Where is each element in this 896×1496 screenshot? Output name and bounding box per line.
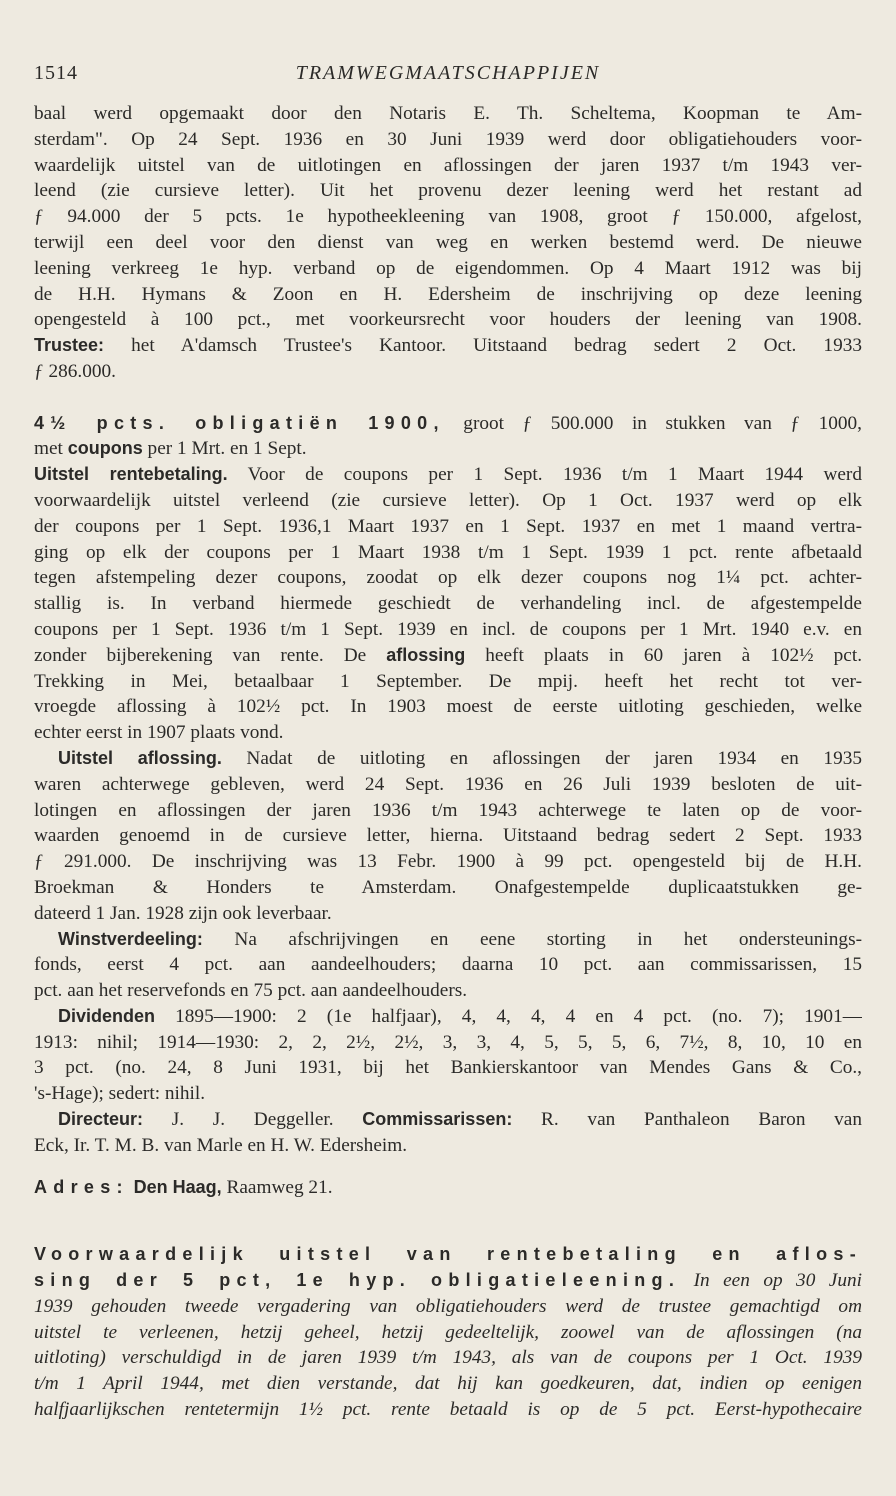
paragraph-gap	[34, 1159, 862, 1175]
text-line	[34, 746, 862, 772]
text-run: fonds, eerst 4 pct. aan aandeelhouders; daarna 10 pct. aan commissarissen, 15	[34, 954, 862, 976]
text-line	[34, 772, 862, 798]
text-run: leening verkreeg 1e hyp. verband op de eigendommen. Op 4 Maart 1912 was bij	[34, 257, 862, 279]
paragraph-gap	[34, 1226, 862, 1242]
bold-run: Directeur:	[58, 1109, 144, 1130]
italic-run: t/m 1 April 1944, met dien verstande, dat hij kan goedkeuren, dat, indien op eenigen	[34, 1373, 862, 1395]
text-line	[34, 101, 862, 127]
text-line	[34, 282, 862, 308]
text-line	[34, 1320, 862, 1346]
text-run: 3 pct. (no. 24, 8 Juni 1931, bij het Bankierskantoor van Mendes Gans & Co.,	[34, 1057, 862, 1079]
text-line	[34, 1268, 862, 1294]
text-run: Nadat de uitloting en aflossingen der jaren 1934 en 1935	[221, 747, 862, 769]
text-run: echter eerst in 1907 plaats vond.	[34, 722, 284, 744]
spaced-heading-run: sing der 5 pct, 1e hyp. obligatieleening.	[34, 1270, 681, 1291]
text-line	[34, 1242, 862, 1268]
text-line	[34, 256, 862, 282]
text-run: baal werd opgemaakt door den Notaris E. Th. Scheltema, Koopman te Am-	[34, 103, 862, 124]
text-line	[34, 488, 862, 514]
text-run: opengesteld à 100 pct., met voorkeursrecht voor houders der leening van 1908.	[34, 309, 862, 331]
text-line	[34, 617, 862, 643]
text-line	[34, 952, 862, 978]
text-line	[34, 875, 862, 901]
text-line	[34, 307, 862, 333]
italic-run: halfjaarlijkschen rentetermijn 1½ pct. rente betaald is op de 5 pct. Eerst-hypothecaire	[34, 1399, 862, 1421]
italic-run: uitloting) verschuldigd in de jaren 1939 t/m 1943, als van de coupons per 1 Oct. 1939	[34, 1347, 862, 1369]
text-line	[34, 720, 862, 746]
text-line	[34, 1030, 862, 1056]
text-line	[34, 153, 862, 179]
text-run	[680, 1270, 693, 1291]
bold-run: Commissarissen:	[362, 1109, 513, 1130]
page-number: 1514	[34, 62, 78, 84]
page-body	[34, 101, 862, 1423]
text-run: 1895—1900: 2 (1e halfjaar), 4, 4, 4, 4 en 4 pct. (no. 7); 1901—	[155, 1005, 862, 1027]
page-header	[34, 62, 862, 90]
text-line	[34, 1371, 862, 1397]
bold-run: Uitstel aflossing.	[58, 747, 222, 768]
text-run: tegen afstempeling dezer coupons, zoodat op elk dezer coupons nog 1¼ pct. achter-	[34, 567, 862, 589]
text-run: 's-Hage); sedert: nihil.	[34, 1083, 206, 1105]
spaced-heading-run: 4½ pcts. obligatiën 1900,	[34, 412, 445, 433]
text-line	[34, 411, 862, 437]
text-line	[34, 694, 862, 720]
text-run: Broekman & Honders te Amsterdam. Onafgestempelde duplicaatstukken ge-	[34, 876, 862, 898]
text-run: 1913: nihil; 1914—1930: 2, 2, 2½, 2½, 3, 3, 4, 5, 5, 5, 6, 7½, 8, 10, 10 en	[34, 1031, 862, 1053]
text-run: met	[34, 438, 68, 460]
text-line	[34, 591, 862, 617]
text-run: Voor de coupons per 1 Sept. 1936 t/m 1 Maart 1944 werd	[227, 464, 862, 486]
text-run: vroegde aflossing à 102½ pct. In 1903 moest de eerste uitloting geschieden, welke	[34, 696, 862, 718]
text-line	[34, 540, 862, 566]
text-line	[34, 230, 862, 256]
text-line	[34, 204, 862, 230]
text-line	[34, 669, 862, 695]
text-run: coupons per 1 Sept. 1936 t/m 1 Sept. 1939 en incl. de coupons per 1 Mrt. 1940 e.v. en	[34, 618, 862, 640]
text-run: ging op elk der coupons per 1 Maart 1938 t/m 1 Sept. 1939 1 pct. rente afbetaald	[34, 541, 862, 563]
text-run: groot ƒ 500.000 in stukken van ƒ 1000,	[444, 412, 862, 434]
text-run: leend (zie cursieve letter). Uit het provenu dezer leening werd het restant ad	[34, 180, 862, 202]
paragraph-gap	[34, 385, 862, 411]
text-line	[34, 1397, 862, 1423]
text-line	[34, 436, 862, 462]
text-line	[34, 901, 862, 927]
text-run: ƒ 291.000. De inschrijving was 13 Febr. 1900 à 99 pct. opengesteld bij de H.H.	[34, 851, 862, 873]
text-line	[34, 1294, 862, 1320]
spaced-heading-run: Adres:	[34, 1176, 129, 1197]
bold-run: Trustee:	[34, 335, 105, 356]
text-line	[34, 849, 862, 875]
text-line	[34, 1345, 862, 1371]
text-line	[34, 127, 862, 153]
text-run: stallig is. In verband hiermede geschiedt de verhandeling incl. de afgestempelde	[34, 593, 862, 615]
text-run: pct. aan het reservefonds en 75 pct. aan aandeelhouders.	[34, 980, 468, 1002]
text-line	[34, 514, 862, 540]
text-run: ƒ 286.000.	[34, 360, 116, 382]
running-title: TRAMWEGMAATSCHAPPIJEN	[295, 62, 601, 84]
text-run: Eck, Ir. T. M. B. van Marle en H. W. Edersheim.	[34, 1134, 408, 1156]
spaced-heading-run: Voorwaardelijk uitstel van rentebetaling en aflos-	[34, 1244, 862, 1265]
italic-run: In een op 30 Juni	[693, 1270, 862, 1292]
text-line	[34, 333, 862, 359]
bold-run: Dividenden	[58, 1005, 156, 1026]
text-run: dateerd 1 Jan. 1928 zijn ook leverbaar.	[34, 902, 332, 924]
text-line	[34, 823, 862, 849]
text-line	[34, 927, 862, 953]
text-run: Na afschrijvingen en eene storting in het ondersteunings-	[202, 928, 862, 950]
text-run: voorwaardelijk uitstel verleend (zie cursieve letter). Op 1 Oct. 1937 werd op elk	[34, 489, 862, 511]
text-line	[34, 359, 862, 385]
text-run: Raamweg 21.	[221, 1176, 333, 1198]
text-line	[34, 462, 862, 488]
text-run: R. van Panthaleon Baron van	[512, 1109, 862, 1131]
text-run: per 1 Mrt. en 1 Sept.	[142, 438, 307, 460]
text-run: heeft plaats in 60 jaren à 102½ pct.	[465, 644, 862, 666]
text-line	[34, 1004, 862, 1030]
text-line	[34, 1107, 862, 1133]
text-line	[34, 978, 862, 1004]
text-line	[34, 1175, 862, 1201]
text-run: waren achterwege gebleven, werd 24 Sept. 1936 en 26 Juli 1939 besloten de uit-	[34, 773, 862, 795]
text-run: waarden genoemd in de cursieve letter, hierna. Uitstaand bedrag sedert 2 Sept. 1933	[34, 825, 862, 847]
text-line	[34, 1133, 862, 1159]
text-run: Trekking in Mei, betaalbaar 1 September. De mpij. heeft het recht tot ver-	[34, 670, 862, 692]
bold-run: coupons	[67, 438, 143, 459]
text-run: de H.H. Hymans & Zoon en H. Edersheim de inschrijving op deze leening	[34, 283, 862, 305]
text-run: lotingen en aflossingen der jaren 1936 t/m 1943 achterwege te laten op de voor-	[34, 799, 862, 821]
text-run: het A'damsch Trustee's Kantoor. Uitstaand bedrag sedert 2 Oct. 1933	[104, 335, 862, 357]
text-line	[34, 178, 862, 204]
paragraph-gap	[34, 1200, 862, 1226]
text-line	[34, 1055, 862, 1081]
text-run: terwijl een deel voor den dienst van weg en werken bestemd werd. De nieuwe	[34, 231, 862, 253]
text-line	[34, 798, 862, 824]
bold-run: Winstverdeeling:	[58, 928, 203, 949]
italic-run: uitstel te verleenen, hetzij geheel, hetzij gedeeltelijk, zoowel van de aflossingen (na	[34, 1321, 862, 1343]
text-line	[34, 565, 862, 591]
text-run: der coupons per 1 Sept. 1936,1 Maart 1937 en 1 Sept. 1937 en met 1 maand vertra-	[34, 515, 862, 537]
text-run: zonder bijberekening van rente. De	[34, 644, 387, 666]
text-line	[34, 1081, 862, 1107]
bold-run: aflossing	[386, 644, 466, 665]
text-run: ƒ 94.000 der 5 pcts. 1e hypotheekleening van 1908, groot ƒ 150.000, afgelost,	[34, 206, 862, 228]
text-run: sterdam". Op 24 Sept. 1936 en 30 Juni 1939 werd door obligatiehouders voor-	[34, 128, 862, 150]
text-run: waardelijk uitstel van de uitlotingen en aflossingen der jaren 1937 t/m 1943 ver-	[34, 154, 862, 176]
text-run: J. J. Deggeller.	[143, 1109, 363, 1131]
bold-run: Uitstel rentebetaling.	[34, 464, 228, 485]
italic-run: 1939 gehouden tweede vergadering van obligatiehouders werd de trustee gemachtigd om	[34, 1295, 862, 1317]
text-line	[34, 643, 862, 669]
bold-run: Den Haag,	[133, 1176, 222, 1197]
